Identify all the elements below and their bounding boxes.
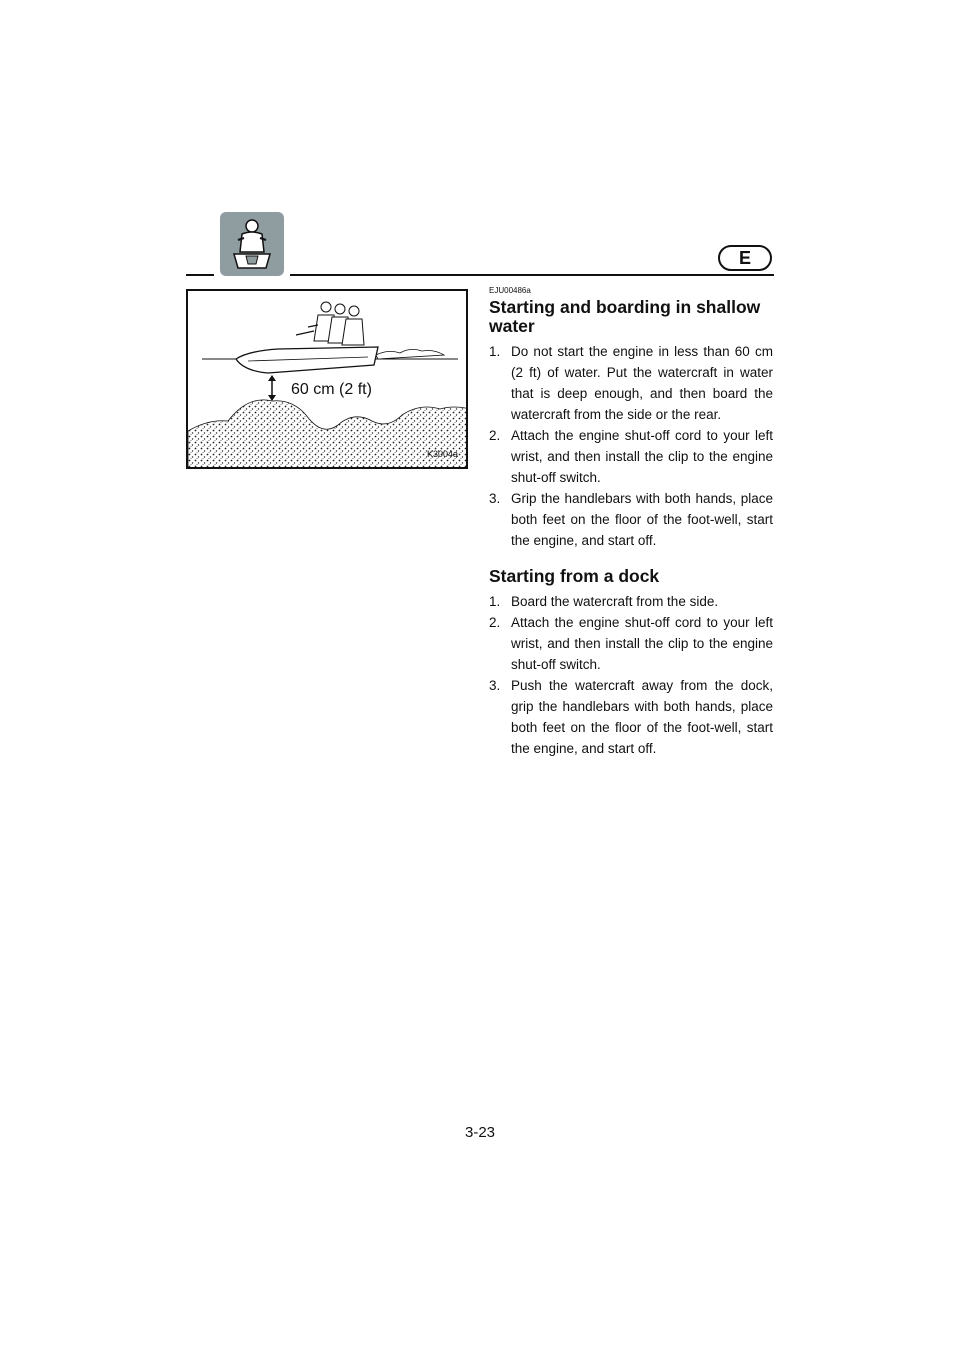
watercraft-rider-icon bbox=[220, 212, 284, 276]
step-text: Attach the engine shut-off cord to your left wrist, and then install the clip to the engine shut-off switch. bbox=[511, 428, 773, 485]
list-item bbox=[489, 675, 773, 759]
step-number: 3. bbox=[489, 491, 501, 506]
section-title-dock: Starting from a dock bbox=[489, 566, 660, 586]
dock-steps bbox=[489, 591, 773, 759]
header-rule-right bbox=[290, 274, 774, 276]
list-item bbox=[489, 488, 773, 551]
language-badge: E bbox=[718, 245, 772, 271]
depth-dimension-label: 60 cm (2 ft) bbox=[291, 381, 372, 398]
shallow-water-figure bbox=[186, 289, 468, 469]
step-text: Board the watercraft from the side. bbox=[511, 594, 719, 609]
step-number: 1. bbox=[489, 594, 501, 609]
figure-code: K3004a bbox=[426, 449, 458, 459]
list-item bbox=[489, 425, 773, 488]
list-item bbox=[489, 341, 773, 425]
header-rule-left bbox=[186, 274, 214, 276]
step-number: 2. bbox=[489, 615, 501, 630]
watercraft-depth-illustration bbox=[188, 291, 468, 469]
section-code: EJU00486a bbox=[489, 286, 531, 295]
section-title-shallow-water: Starting and boarding in shallow water bbox=[489, 297, 761, 336]
list-item bbox=[489, 612, 773, 675]
shallow-water-steps bbox=[489, 341, 773, 551]
watercraft-rider-icon-graphic bbox=[220, 212, 284, 276]
step-text: Do not start the engine in less than 60 cm (2 ft) of water. Put the watercraft in water that is deep enough, and then board the watercraft from the side or the rear. bbox=[511, 344, 773, 422]
list-item bbox=[489, 591, 773, 612]
step-text: Push the watercraft away from the dock, grip the handlebars with both hands, place both feet on the floor of the foot-well, start the engine, and start off. bbox=[511, 678, 773, 756]
step-number: 2. bbox=[489, 428, 501, 443]
step-number: 1. bbox=[489, 344, 501, 359]
step-number: 3. bbox=[489, 678, 501, 693]
page-number: 3-23 bbox=[464, 1124, 496, 1141]
instructions-column bbox=[489, 286, 773, 759]
step-text: Grip the handlebars with both hands, place both feet on the floor of the foot-well, start the engine, and start off. bbox=[511, 491, 773, 548]
step-text: Attach the engine shut-off cord to your left wrist, and then install the clip to the engine shut-off switch. bbox=[511, 615, 773, 672]
